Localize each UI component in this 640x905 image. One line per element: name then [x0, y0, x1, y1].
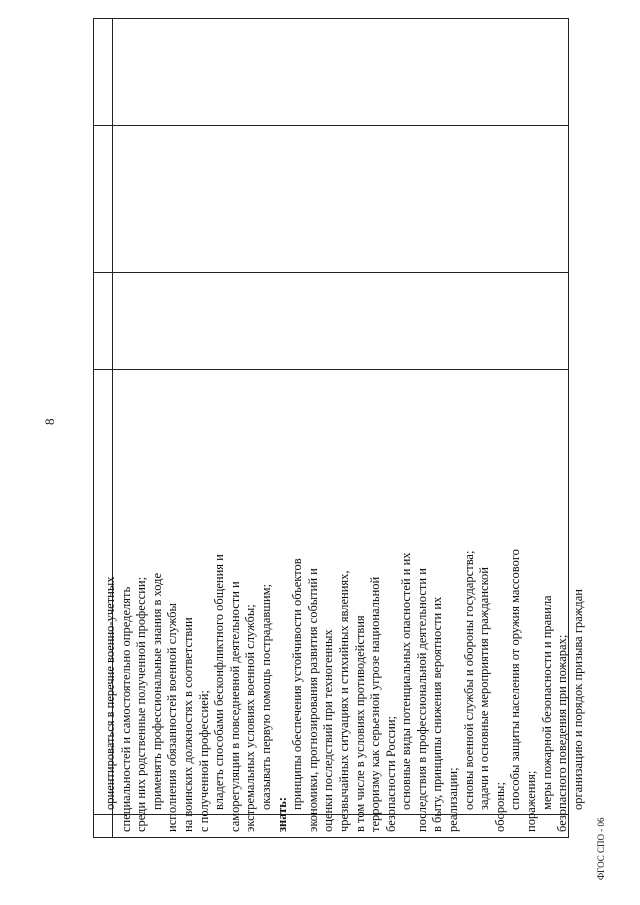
text-line: способы защиты населения от оружия массового	[508, 549, 523, 810]
text-line: в том числе в условиях противодействия	[352, 615, 367, 832]
text-line: специальностей и самостоятельно определять	[118, 586, 133, 832]
text-line: саморегуляции в повседневной деятельности и	[227, 581, 242, 832]
text-line: поражения;	[524, 770, 539, 832]
text-line: основы военной службы и обороны государства;	[461, 550, 476, 810]
table-row-divider	[94, 125, 568, 126]
text-line: исполнения обязанностей военной службы	[165, 603, 180, 832]
text-line: основные виды потенциальных опасностей и их	[399, 552, 414, 810]
text-line: меры пожарной безопасности и правила	[539, 595, 554, 810]
text-line: терроризму как серьезной угрозе национальной	[368, 576, 383, 832]
text-line: владеть способами бесконфликтного общения и	[212, 554, 227, 810]
text-line: ориентироваться в перечне военно-учетных	[103, 576, 117, 810]
text-line: применять профессиональные знания в ходе	[149, 572, 164, 810]
text-line: безопасного поведения при пожарах;	[555, 634, 570, 832]
text-line: оказывать первую помощь пострадавшим;	[258, 584, 273, 810]
text-line: последствия в профессиональной деятельности и	[414, 568, 429, 832]
text-line: среди них родственные полученной профессии;	[134, 576, 149, 832]
text-line: организацию и порядок призыва граждан	[570, 589, 585, 810]
text-line: обороны;	[492, 782, 507, 832]
text-line: чрезвычайных ситуациях и стихийных явлениях,	[336, 570, 351, 832]
competency-text-cell	[103, 522, 585, 832]
text-line: задачи и основные мероприятия гражданской	[477, 567, 492, 810]
text-line: на воинских должностях в соответствии	[180, 617, 195, 832]
text-line: с полученной профессией;	[196, 690, 211, 832]
text-line: экстремальных условиях военной службы;	[243, 604, 258, 832]
text-line: реализации;	[446, 767, 461, 832]
footer-code: ФГОС СПО - 06	[596, 817, 606, 880]
text-line: безопасности России;	[383, 715, 398, 832]
text-line: экономики, прогнозирования развития событий и	[305, 568, 320, 832]
table-row-divider	[94, 369, 568, 370]
page-number: 8	[42, 418, 57, 425]
text-line: знать:	[274, 796, 289, 832]
text-line: оценки последствий при техногенных	[321, 629, 336, 832]
table-row-divider	[94, 272, 568, 273]
text-line: в быту, принципы снижения вероятности их	[430, 596, 445, 832]
text-line: принципы обеспечения устойчивости объектов	[290, 558, 305, 810]
